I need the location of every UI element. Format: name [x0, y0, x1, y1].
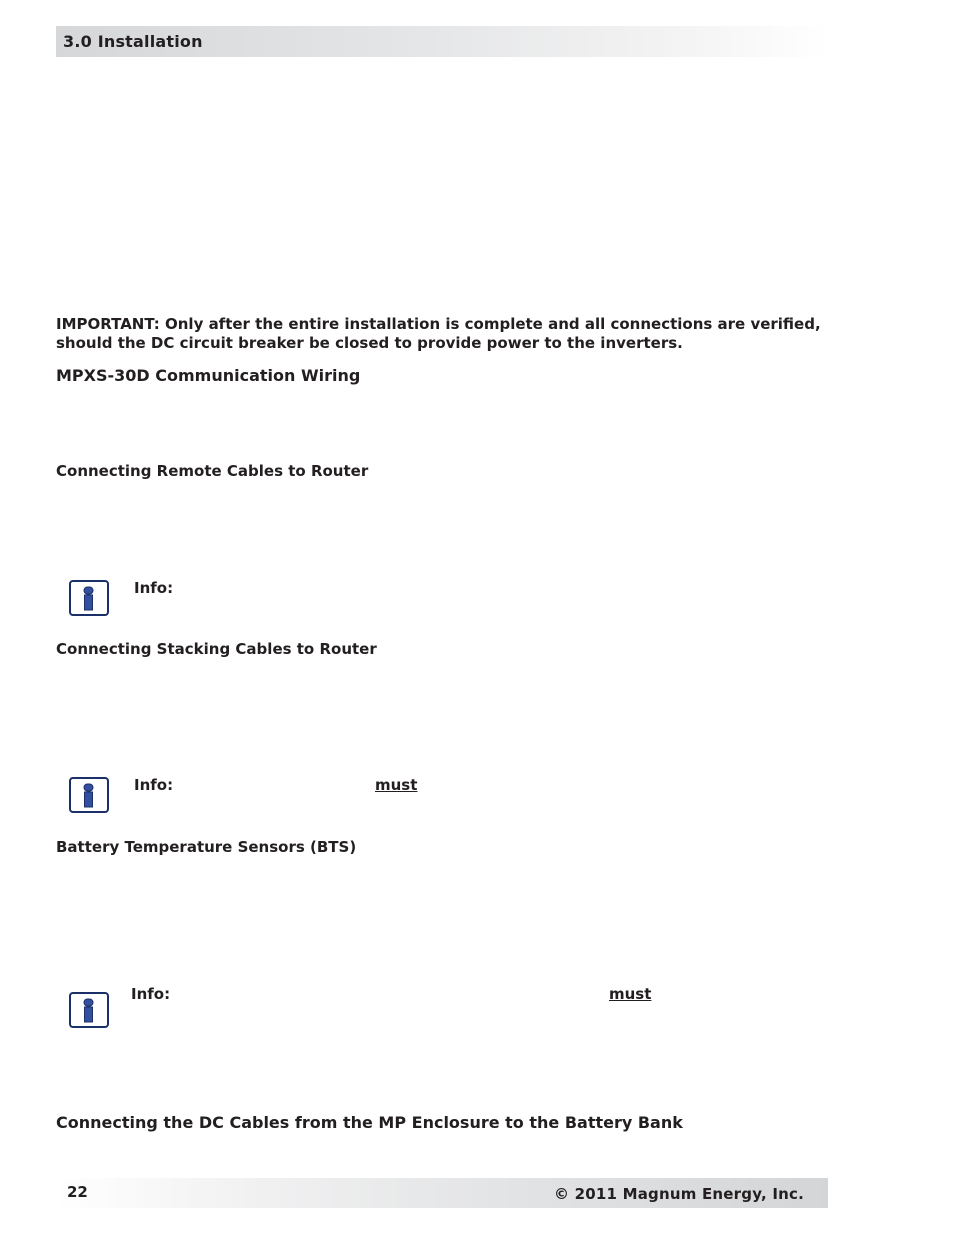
heading-dc-cables: Connecting the DC Cables from the MP Enclosure to the Battery Bank: [56, 1113, 683, 1132]
page-number: 22: [67, 1183, 88, 1201]
info-label-3: Info:: [131, 985, 171, 1003]
copyright-notice: © 2011 Magnum Energy, Inc.: [553, 1185, 804, 1203]
section-header-bar: [56, 26, 828, 57]
info-label-1: Info:: [134, 579, 174, 597]
info-emphasis-must-3: must: [609, 985, 652, 1003]
important-note-line-2: should the DC circuit breaker be closed to provide power to the inverters.: [56, 334, 683, 352]
info-emphasis-must-2: must: [375, 776, 418, 794]
important-note-line-1: IMPORTANT: Only after the entire installation is complete and all connections are verified,: [56, 315, 821, 333]
info-icon: [69, 777, 109, 813]
section-title: 3.0 Installation: [63, 32, 203, 51]
info-label-2: Info:: [134, 776, 174, 794]
heading-bts: Battery Temperature Sensors (BTS): [56, 838, 357, 856]
heading-stacking-cables: Connecting Stacking Cables to Router: [56, 640, 377, 658]
heading-comm-wiring: MPXS-30D Communication Wiring: [56, 366, 361, 385]
heading-remote-cables: Connecting Remote Cables to Router: [56, 462, 369, 480]
important-note: [56, 315, 821, 353]
info-icon: [69, 580, 109, 616]
page-footer-bar: [56, 1178, 828, 1208]
info-icon: [69, 992, 109, 1028]
